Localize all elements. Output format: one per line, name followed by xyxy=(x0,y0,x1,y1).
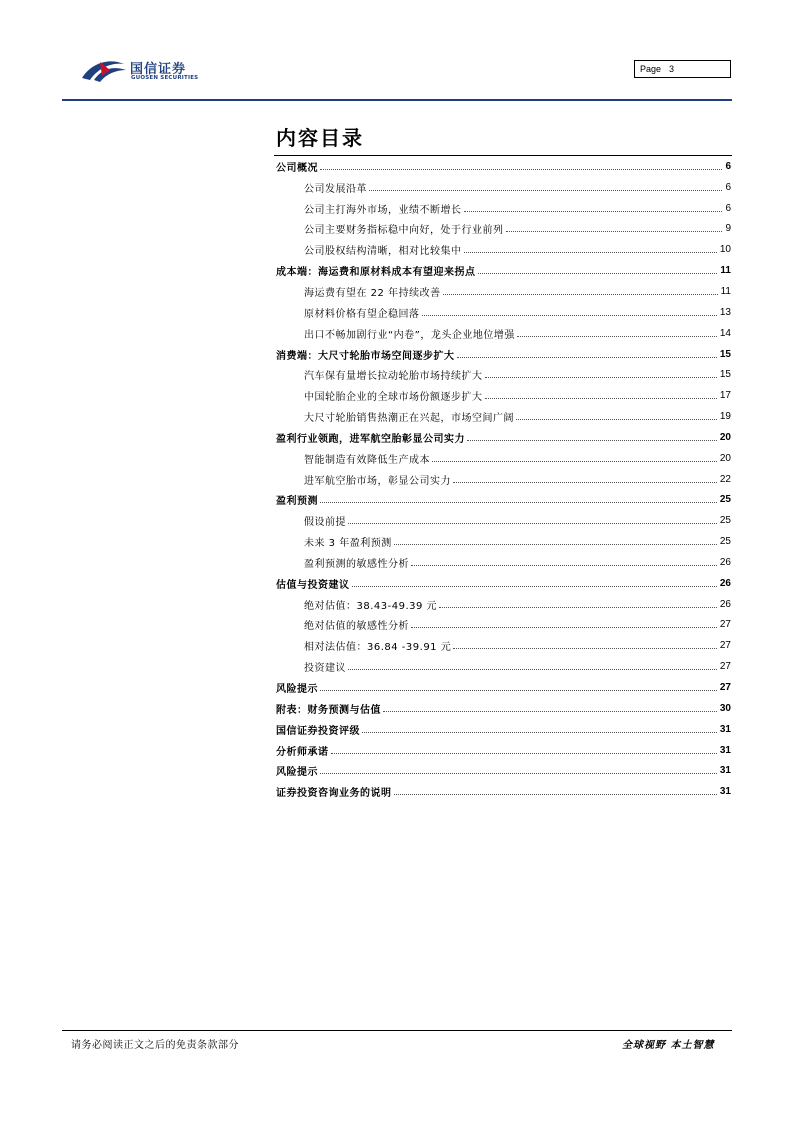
page-title: 内容目录 xyxy=(276,126,364,150)
toc-entry-title: 盈利预测 xyxy=(276,496,318,508)
toc-entry-title: 假设前提 xyxy=(304,517,346,529)
toc-page-number: 25 xyxy=(719,536,731,548)
toc-entry-title: 智能制造有效降低生产成本 xyxy=(304,454,430,466)
table-of-contents xyxy=(276,156,731,802)
toc-dot-leader xyxy=(394,794,717,795)
toc-dot-leader xyxy=(422,315,717,316)
toc-dot-leader xyxy=(485,377,717,378)
toc-subsection-entry[interactable] xyxy=(276,531,731,552)
toc-entry-title: 公司主要财务指标稳中向好，处于行业前列 xyxy=(304,225,504,237)
toc-dot-leader xyxy=(516,419,717,420)
toc-subsection-entry[interactable] xyxy=(276,615,731,636)
toc-subsection-entry[interactable] xyxy=(276,510,731,531)
toc-subsection-entry[interactable] xyxy=(276,656,731,677)
toc-entry-title: 出口不畅加剧行业“内卷”，龙头企业地位增强 xyxy=(304,329,515,341)
toc-page-number: 10 xyxy=(719,244,731,256)
toc-page-number: 31 xyxy=(719,723,731,735)
toc-entry-title: 大尺寸轮胎销售热潮正在兴起，市场空间广阔 xyxy=(304,413,514,425)
toc-entry-title: 中国轮胎企业的全球市场份额逐步扩大 xyxy=(304,392,483,404)
toc-page-number: 31 xyxy=(719,765,731,777)
toc-dot-leader xyxy=(506,231,723,232)
toc-entry-title: 证券投资咨询业务的说明 xyxy=(276,788,392,800)
toc-dot-leader xyxy=(453,648,717,649)
toc-dot-leader xyxy=(362,732,717,733)
toc-subsection-entry[interactable] xyxy=(276,302,731,323)
toc-dot-leader xyxy=(394,544,717,545)
toc-page-number: 20 xyxy=(719,431,731,443)
toc-subsection-entry[interactable] xyxy=(276,635,731,656)
logo-english-name: GUOSEN SECURITIES xyxy=(131,75,199,81)
disclaimer-note: 请务必阅读正文之后的免责条款部分 xyxy=(71,1040,239,1051)
toc-section-entry[interactable] xyxy=(276,573,731,594)
toc-entry-title: 消费端：大尺寸轮胎市场空间逐步扩大 xyxy=(276,350,455,362)
toc-page-number: 22 xyxy=(719,473,731,485)
toc-dot-leader xyxy=(478,273,718,274)
toc-page-number: 25 xyxy=(719,515,731,527)
toc-entry-title: 绝对估值的敏感性分析 xyxy=(304,621,409,633)
toc-dot-leader xyxy=(517,336,717,337)
page-label: Page xyxy=(640,64,662,74)
toc-dot-leader xyxy=(432,461,717,462)
page-number: 3 xyxy=(669,64,675,74)
logo-chinese-name: 国信证券 xyxy=(130,62,187,77)
toc-dot-leader xyxy=(443,294,718,295)
toc-subsection-entry[interactable] xyxy=(276,594,731,615)
toc-page-number: 27 xyxy=(719,682,731,694)
toc-dot-leader xyxy=(348,523,717,524)
toc-dot-leader xyxy=(383,711,717,712)
page-indicator xyxy=(634,60,731,78)
toc-dot-leader xyxy=(453,482,717,483)
toc-entry-title: 公司股权结构清晰，相对比较集中 xyxy=(304,246,462,258)
toc-subsection-entry[interactable] xyxy=(276,364,731,385)
toc-page-number: 15 xyxy=(719,369,731,381)
toc-page-number: 17 xyxy=(719,390,731,402)
toc-section-entry[interactable] xyxy=(276,156,731,177)
footer-divider xyxy=(62,1030,732,1031)
toc-page-number: 6 xyxy=(725,160,731,172)
toc-subsection-entry[interactable] xyxy=(276,448,731,469)
toc-entry-title: 相对法估值：36.84 -39.91 元 xyxy=(304,642,452,654)
toc-dot-leader xyxy=(369,190,722,191)
toc-section-entry[interactable] xyxy=(276,760,731,781)
toc-dot-leader xyxy=(485,398,717,399)
toc-page-number: 6 xyxy=(725,202,731,214)
toc-subsection-entry[interactable] xyxy=(276,177,731,198)
toc-dot-leader xyxy=(439,607,717,608)
guosen-logo xyxy=(80,54,210,88)
toc-section-entry[interactable] xyxy=(276,344,731,365)
toc-page-number: 26 xyxy=(719,577,731,589)
toc-subsection-entry[interactable] xyxy=(276,469,731,490)
toc-page-number: 30 xyxy=(719,702,731,714)
company-slogan: 全球视野 本土智慧 xyxy=(622,1040,715,1051)
toc-page-number: 27 xyxy=(719,640,731,652)
toc-page-number: 14 xyxy=(719,327,731,339)
toc-page-number: 6 xyxy=(725,181,731,193)
toc-section-entry[interactable] xyxy=(276,698,731,719)
toc-page-number: 31 xyxy=(719,786,731,798)
toc-subsection-entry[interactable] xyxy=(276,219,731,240)
toc-dot-leader xyxy=(320,690,717,691)
toc-dot-leader xyxy=(320,773,717,774)
toc-page-number: 20 xyxy=(719,452,731,464)
toc-entry-title: 公司发展沿革 xyxy=(304,183,367,195)
toc-section-entry[interactable] xyxy=(276,677,731,698)
toc-page-number: 9 xyxy=(725,223,731,235)
toc-page-number: 11 xyxy=(720,265,731,277)
toc-page-number: 31 xyxy=(719,744,731,756)
guosen-logo-mark-icon xyxy=(80,56,128,84)
toc-dot-leader xyxy=(352,586,717,587)
toc-entry-title: 风险提示 xyxy=(276,767,318,779)
header-divider xyxy=(62,99,732,101)
toc-subsection-entry[interactable] xyxy=(276,281,731,302)
toc-page-number: 25 xyxy=(719,494,731,506)
toc-entry-title: 绝对估值：38.43-49.39 元 xyxy=(304,600,438,612)
toc-dot-leader xyxy=(467,440,717,441)
toc-section-entry[interactable] xyxy=(276,740,731,761)
toc-entry-title: 附表：财务预测与估值 xyxy=(276,704,381,716)
toc-entry-title: 汽车保有量增长拉动轮胎市场持续扩大 xyxy=(304,371,483,383)
toc-subsection-entry[interactable] xyxy=(276,552,731,573)
toc-entry-title: 分析师承诺 xyxy=(276,746,329,758)
toc-dot-leader xyxy=(411,627,717,628)
toc-entry-title: 估值与投资建议 xyxy=(276,579,350,591)
toc-entry-title: 公司概况 xyxy=(276,162,318,174)
toc-dot-leader xyxy=(457,357,717,358)
toc-section-entry[interactable] xyxy=(276,427,731,448)
toc-subsection-entry[interactable] xyxy=(276,323,731,344)
toc-dot-leader xyxy=(331,753,717,754)
toc-subsection-entry[interactable] xyxy=(276,239,731,260)
toc-dot-leader xyxy=(464,211,723,212)
toc-dot-leader xyxy=(411,565,717,566)
toc-page-number: 15 xyxy=(719,348,731,360)
toc-entry-title: 原材料价格有望企稳回落 xyxy=(304,308,420,320)
toc-entry-title: 进军航空胎市场，彰显公司实力 xyxy=(304,475,451,487)
toc-page-number: 13 xyxy=(719,306,731,318)
toc-section-entry[interactable] xyxy=(276,719,731,740)
toc-section-entry[interactable] xyxy=(276,490,731,511)
toc-subsection-entry[interactable] xyxy=(276,385,731,406)
toc-dot-leader xyxy=(464,252,717,253)
toc-entry-title: 盈利预测的敏感性分析 xyxy=(304,558,409,570)
toc-dot-leader xyxy=(320,502,717,503)
toc-dot-leader xyxy=(320,169,722,170)
toc-entry-title: 风险提示 xyxy=(276,684,318,696)
toc-section-entry[interactable] xyxy=(276,781,731,802)
toc-page-number: 26 xyxy=(719,556,731,568)
toc-entry-title: 公司主打海外市场，业绩不断增长 xyxy=(304,204,462,216)
toc-page-number: 27 xyxy=(719,661,731,673)
toc-section-entry[interactable] xyxy=(276,260,731,281)
toc-page-number: 19 xyxy=(719,411,731,423)
toc-entry-title: 国信证券投资评级 xyxy=(276,725,360,737)
toc-entry-title: 投资建议 xyxy=(304,663,346,675)
toc-subsection-entry[interactable] xyxy=(276,198,731,219)
toc-page-number: 26 xyxy=(719,598,731,610)
toc-subsection-entry[interactable] xyxy=(276,406,731,427)
toc-entry-title: 盈利行业领跑，进军航空胎彰显公司实力 xyxy=(276,433,465,445)
toc-entry-title: 成本端：海运费和原材料成本有望迎来拐点 xyxy=(276,267,476,279)
toc-dot-leader xyxy=(348,669,717,670)
toc-entry-title: 未来 3 年盈利预测 xyxy=(304,538,392,550)
toc-page-number: 11 xyxy=(720,285,731,297)
toc-entry-title: 海运费有望在 22 年持续改善 xyxy=(304,287,441,299)
toc-page-number: 27 xyxy=(719,619,731,631)
